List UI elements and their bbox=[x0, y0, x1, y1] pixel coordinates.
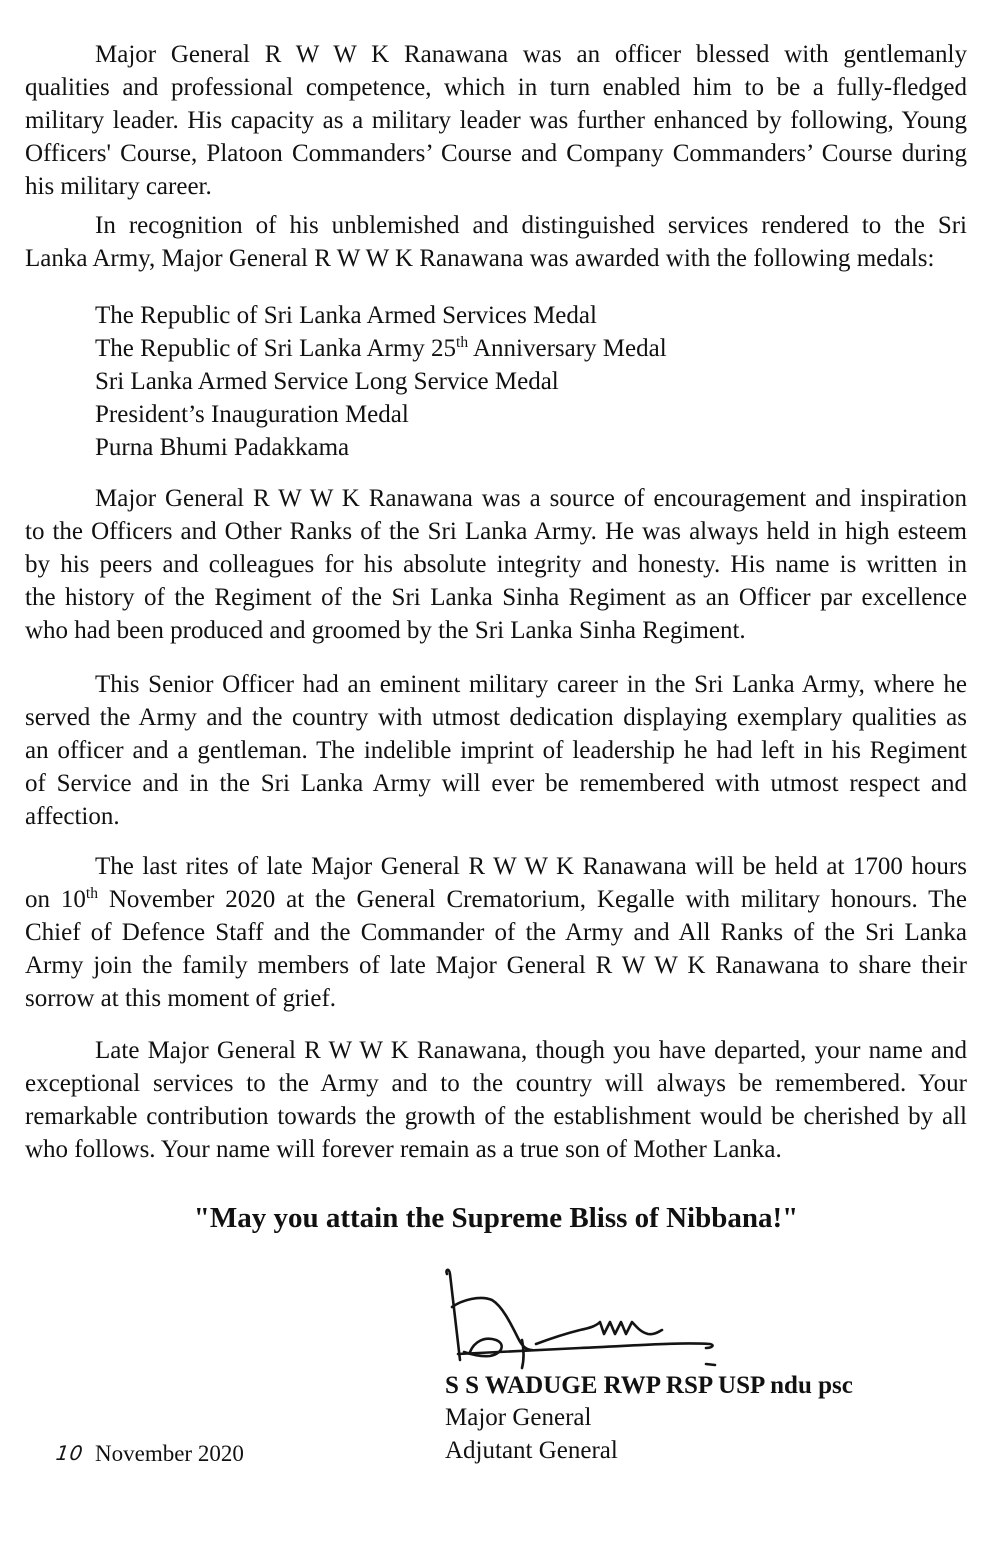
text-line: Lanka Army, Major General R W W K Ranawana was awarded with the following medals: bbox=[25, 245, 935, 272]
text-line: Major General R W W K Ranawana was an officer blessed with gentlemanly bbox=[95, 41, 967, 68]
text-line: who follows. Your name will forever remain as a true son of Mother Lanka. bbox=[25, 1136, 782, 1163]
date-month-year: November 2020 bbox=[95, 1441, 244, 1466]
text-line: served the Army and the country with utmost dedication displaying exemplary qualities as bbox=[25, 704, 967, 731]
medal-item: Sri Lanka Armed Service Long Service Medal bbox=[95, 368, 559, 395]
superscript: th bbox=[456, 334, 469, 352]
text-line: In recognition of his unblemished and distinguished services rendered to the Sri bbox=[95, 212, 967, 239]
text-line: who had been produced and groomed by the Sri Lanka Sinha Regiment. bbox=[25, 617, 746, 644]
paragraph-last-rites bbox=[25, 850, 967, 1015]
text-line: exceptional services to the Army and to the country will always be remembered. Your bbox=[25, 1070, 967, 1097]
medal-item bbox=[95, 332, 955, 365]
text-line: the history of the Regiment of the Sri Lanka Sinha Regiment as an Officer par excellence bbox=[25, 584, 967, 611]
handwritten-signature-icon bbox=[440, 1262, 730, 1377]
text-line: The last rites of late Major General R W W K Ranawana will be held at 1700 hours bbox=[95, 853, 967, 880]
text-line: of Service and in the Sri Lanka Army will ever be remembered with utmost respect and bbox=[25, 770, 967, 797]
text-line: Officers' Course, Platoon Commanders’ Course and Company Commanders’ Course during bbox=[25, 140, 967, 167]
text-line: to the Officers and Other Ranks of the Sri Lanka Army. He was always held in high esteem bbox=[25, 518, 967, 545]
medals-list bbox=[95, 299, 955, 464]
signatory-name: S S WADUGE RWP RSP USP ndu psc bbox=[445, 1372, 853, 1399]
superscript: th bbox=[85, 885, 98, 903]
text-line: military leader. His capacity as a military leader was further enhanced by following, Young bbox=[25, 107, 967, 134]
text-line: affection. bbox=[25, 803, 120, 830]
signatory-rank: Major General bbox=[445, 1404, 592, 1431]
text-line: his military career. bbox=[25, 173, 212, 200]
text-line: Army join the family members of late Major General R W W K Ranawana to share their bbox=[25, 952, 967, 979]
closing-blessing: "May you attain the Supreme Bliss of Nibbana!" bbox=[193, 1202, 799, 1234]
paragraph-farewell bbox=[25, 1034, 967, 1166]
medal-item: President’s Inauguration Medal bbox=[95, 401, 409, 428]
text-segment: The Republic of Sri Lanka Army 25 bbox=[95, 335, 457, 362]
text-line bbox=[25, 883, 967, 916]
text-line: by his peers and colleagues for his absolute integrity and honesty. His name is written in bbox=[25, 551, 967, 578]
text-segment: Anniversary Medal bbox=[468, 335, 667, 362]
text-line: sorrow at this moment of grief. bbox=[25, 985, 337, 1012]
text-line: an officer and a gentleman. The indelible imprint of leadership he had left in his Regiment bbox=[25, 737, 967, 764]
text-line: qualities and professional competence, which in turn enabled him to be a fully-fledged bbox=[25, 74, 967, 101]
signatory-appointment: Adjutant General bbox=[445, 1437, 618, 1464]
medal-item: Purna Bhumi Padakkama bbox=[95, 434, 350, 461]
paragraph-service bbox=[25, 38, 967, 203]
paragraph-career bbox=[25, 668, 967, 833]
text-line: This Senior Officer had an eminent military career in the Sri Lanka Army, where he bbox=[95, 671, 967, 698]
text-segment: on 10 bbox=[25, 886, 86, 913]
text-segment: November 2020 at the General Crematorium, Kegalle with military honours. The bbox=[97, 886, 967, 913]
text-line: Late Major General R W W K Ranawana, though you have departed, your name and bbox=[95, 1037, 967, 1064]
text-line: Major General R W W K Ranawana was a source of encouragement and inspiration bbox=[95, 485, 967, 512]
paragraph-inspiration bbox=[25, 482, 967, 647]
text-line: Chief of Defence Staff and the Commander of the Army and All Ranks of the Sri Lanka bbox=[25, 919, 967, 946]
text-line: remarkable contribution towards the growth of the establishment would be cherished by all bbox=[25, 1103, 967, 1130]
paragraph-recognition bbox=[25, 209, 967, 275]
date-day-handwritten: 10 bbox=[54, 1441, 86, 1465]
medal-item: The Republic of Sri Lanka Armed Services Medal bbox=[95, 302, 597, 329]
